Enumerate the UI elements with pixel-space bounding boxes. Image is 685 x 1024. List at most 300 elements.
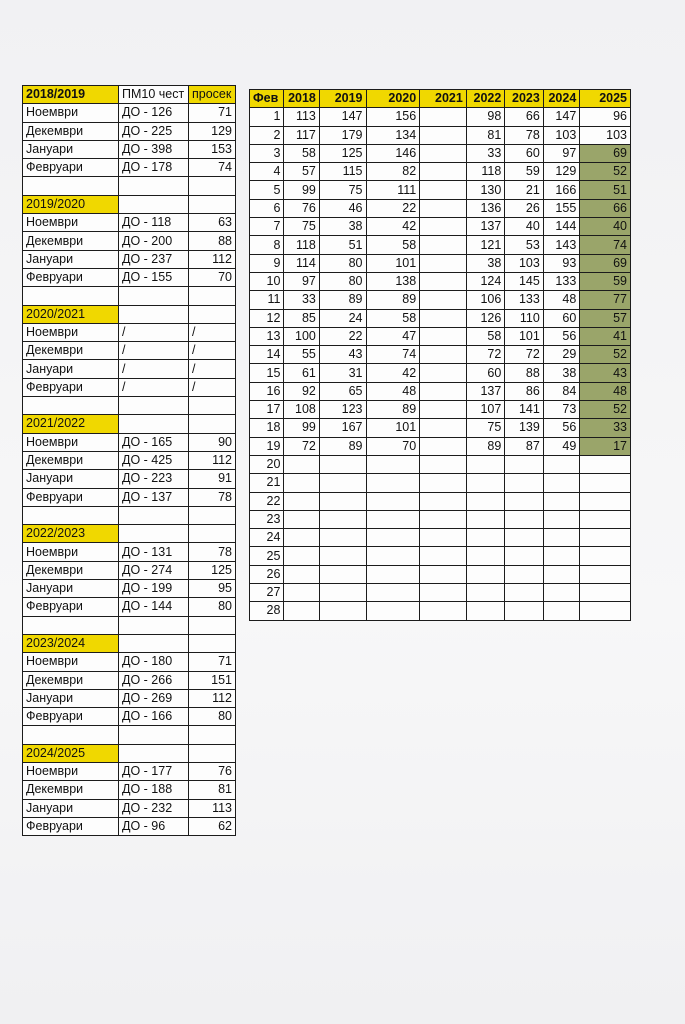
pm10-value: [543, 602, 579, 620]
pm10-value: [543, 510, 579, 528]
day-number: 12: [250, 309, 284, 327]
day-row: [250, 565, 631, 583]
month-row: [23, 470, 236, 488]
pm10-value: 111: [366, 181, 420, 199]
pm10-value: 99: [284, 419, 319, 437]
empty-cell: [119, 616, 189, 634]
pm10-value: [505, 492, 544, 510]
pm10-value: [420, 126, 467, 144]
season-header-row: [23, 634, 236, 652]
season-header-row: [23, 195, 236, 213]
empty-cell: [23, 726, 119, 744]
pm10-days: ДО - 178: [119, 159, 189, 177]
day-number: 6: [250, 199, 284, 217]
day-row: [250, 163, 631, 181]
day-row: [250, 108, 631, 126]
pm10-days: /: [119, 360, 189, 378]
pm10-days: ДО - 188: [119, 781, 189, 799]
month-row: [23, 122, 236, 140]
month-row: [23, 360, 236, 378]
pm10-value: 47: [366, 327, 420, 345]
monthly-average: /: [189, 323, 236, 341]
pm10-value: [284, 510, 319, 528]
season-label: 2018/2019: [23, 86, 119, 104]
pm10-value: 58: [466, 327, 505, 345]
spacer-row: [23, 506, 236, 524]
empty-cell: [189, 305, 236, 323]
day-number: 2: [250, 126, 284, 144]
pm10-value: 80: [319, 272, 366, 290]
year-header: 2023: [505, 90, 544, 108]
pm10-value: 89: [466, 437, 505, 455]
pm10-value: [420, 364, 467, 382]
pm10-value: 17: [580, 437, 631, 455]
spacer-row: [23, 726, 236, 744]
empty-cell: [23, 397, 119, 415]
pm10-days: ДО - 199: [119, 580, 189, 598]
pm10-days: ДО - 269: [119, 689, 189, 707]
pm10-value: 89: [366, 401, 420, 419]
pm10-value: 69: [580, 144, 631, 162]
pm10-value: 156: [366, 108, 420, 126]
pm10-value: [466, 565, 505, 583]
pm10-value: 108: [284, 401, 319, 419]
pm10-value: [580, 492, 631, 510]
pm10-value: [319, 529, 366, 547]
pm10-value: 136: [466, 199, 505, 217]
pm10-value: 89: [366, 291, 420, 309]
pm10-value: 103: [505, 254, 544, 272]
pm10-value: [505, 529, 544, 547]
month-row: [23, 653, 236, 671]
pm10-value: 118: [284, 236, 319, 254]
pm10-value: [420, 382, 467, 400]
day-number: 8: [250, 236, 284, 254]
day-row: [250, 419, 631, 437]
month-row: [23, 268, 236, 286]
pm10-value: [284, 602, 319, 620]
monthly-average: 78: [189, 488, 236, 506]
pm10-value: [284, 547, 319, 565]
day-row: [250, 309, 631, 327]
day-row: [250, 272, 631, 290]
pm10-value: 103: [580, 126, 631, 144]
monthly-average: 113: [189, 799, 236, 817]
pm10-value: 58: [284, 144, 319, 162]
pm10-value: [319, 510, 366, 528]
day-number: 27: [250, 584, 284, 602]
pm10-value: 80: [319, 254, 366, 272]
pm10-days: ДО - 223: [119, 470, 189, 488]
pm10-value: 115: [319, 163, 366, 181]
month-name: Ноември: [23, 323, 119, 341]
pm10-value: [366, 565, 420, 583]
month-name: Февруари: [23, 488, 119, 506]
pm10-value: [580, 474, 631, 492]
day-number: 28: [250, 602, 284, 620]
day-row: [250, 199, 631, 217]
month-name: Јануари: [23, 580, 119, 598]
pm10-value: 86: [505, 382, 544, 400]
pm10-value: 77: [580, 291, 631, 309]
month-row: [23, 762, 236, 780]
pm10-value: [505, 547, 544, 565]
pm10-value: 88: [505, 364, 544, 382]
seasonal-summary-body: [23, 86, 236, 836]
day-row: [250, 547, 631, 565]
pm10-value: [284, 455, 319, 473]
month-name: Февруари: [23, 598, 119, 616]
pm10-value: [420, 474, 467, 492]
month-row: [23, 140, 236, 158]
month-name: Ноември: [23, 104, 119, 122]
pm10-value: [466, 602, 505, 620]
pm10-value: 87: [505, 437, 544, 455]
month-row: [23, 323, 236, 341]
month-row: [23, 214, 236, 232]
day-row: [250, 236, 631, 254]
month-name: Декември: [23, 561, 119, 579]
month-name: Декември: [23, 232, 119, 250]
empty-cell: [119, 506, 189, 524]
day-number: 15: [250, 364, 284, 382]
pm10-value: [366, 510, 420, 528]
pm10-value: 60: [466, 364, 505, 382]
monthly-average: 62: [189, 817, 236, 835]
empty-cell: [23, 506, 119, 524]
pm10-value: 61: [284, 364, 319, 382]
pm10-value: [420, 272, 467, 290]
monthly-average: 112: [189, 689, 236, 707]
empty-cell: [189, 397, 236, 415]
month-row: [23, 488, 236, 506]
month-name: Февруари: [23, 378, 119, 396]
pm10-value: 48: [543, 291, 579, 309]
pm10-value: 133: [543, 272, 579, 290]
pm10-value: 89: [319, 291, 366, 309]
pm10-value: 72: [466, 346, 505, 364]
empty-cell: [119, 525, 189, 543]
pm10-value: 117: [284, 126, 319, 144]
month-name: Ноември: [23, 433, 119, 451]
day-number: 23: [250, 510, 284, 528]
empty-cell: [23, 177, 119, 195]
pm10-value: 101: [366, 254, 420, 272]
pm10-days: ДО - 126: [119, 104, 189, 122]
pm10-value: 55: [284, 346, 319, 364]
month-name: Февруари: [23, 159, 119, 177]
pm10-value: [420, 529, 467, 547]
pm10-value: [543, 529, 579, 547]
pm10-value: [466, 584, 505, 602]
pm10-value: 107: [466, 401, 505, 419]
month-row: [23, 799, 236, 817]
pm10-value: 56: [543, 419, 579, 437]
pm10-value: [466, 455, 505, 473]
pm10-value: [284, 565, 319, 583]
pm10-value: [580, 529, 631, 547]
pm10-value: 38: [466, 254, 505, 272]
pm10-value: [319, 492, 366, 510]
pm10-value: 101: [366, 419, 420, 437]
day-number: 21: [250, 474, 284, 492]
pm10-value: 33: [466, 144, 505, 162]
pm10-value: 146: [366, 144, 420, 162]
day-number: 9: [250, 254, 284, 272]
empty-cell: [119, 397, 189, 415]
pm10-value: 121: [466, 236, 505, 254]
pm10-value: [466, 547, 505, 565]
pm10-value: 51: [319, 236, 366, 254]
day-number: 17: [250, 401, 284, 419]
day-number: 7: [250, 218, 284, 236]
pm10-value: [505, 602, 544, 620]
day-row: [250, 492, 631, 510]
monthly-average: 129: [189, 122, 236, 140]
pm10-value: [366, 602, 420, 620]
year-header: 2025: [580, 90, 631, 108]
pm10-value: [543, 584, 579, 602]
pm10-value: 70: [366, 437, 420, 455]
month-row: [23, 232, 236, 250]
monthly-average: 112: [189, 451, 236, 469]
season-header-row: [23, 86, 236, 104]
pm10-value: [420, 419, 467, 437]
day-row: [250, 401, 631, 419]
pm10-days: /: [119, 342, 189, 360]
empty-cell: [119, 744, 189, 762]
pm10-days: ДО - 274: [119, 561, 189, 579]
pm10-value: 98: [466, 108, 505, 126]
pm10-days: ДО - 96: [119, 817, 189, 835]
season-header-row: [23, 415, 236, 433]
monthly-average: 151: [189, 671, 236, 689]
monthly-average: 91: [189, 470, 236, 488]
pm10-value: [366, 474, 420, 492]
pm10-value: [420, 108, 467, 126]
year-header: 2018: [284, 90, 319, 108]
pm10-value: [505, 584, 544, 602]
pm10-value: [284, 584, 319, 602]
day-number: 18: [250, 419, 284, 437]
pm10-value: 76: [284, 199, 319, 217]
pm10-value: [420, 181, 467, 199]
pm10-value: 38: [543, 364, 579, 382]
pm10-days: ДО - 155: [119, 268, 189, 286]
spacer-row: [23, 177, 236, 195]
spacer-row: [23, 616, 236, 634]
pm10-value: [420, 492, 467, 510]
season-label: 2021/2022: [23, 415, 119, 433]
day-row: [250, 126, 631, 144]
day-row: [250, 181, 631, 199]
day-number: 16: [250, 382, 284, 400]
day-number: 5: [250, 181, 284, 199]
pm10-value: [319, 455, 366, 473]
pm10-value: 145: [505, 272, 544, 290]
day-row: [250, 382, 631, 400]
month-row: [23, 433, 236, 451]
pm10-value: 93: [543, 254, 579, 272]
pm10-value: 42: [366, 364, 420, 382]
month-name: Февруари: [23, 268, 119, 286]
month-name: Ноември: [23, 653, 119, 671]
month-row: [23, 159, 236, 177]
pm10-value: 21: [505, 181, 544, 199]
season-header-row: [23, 305, 236, 323]
pm10-days: ДО - 144: [119, 598, 189, 616]
pm10-value: [420, 254, 467, 272]
month-row: [23, 689, 236, 707]
season-label: 2019/2020: [23, 195, 119, 213]
pm10-value: 65: [319, 382, 366, 400]
empty-cell: [189, 726, 236, 744]
pm10-value: [505, 455, 544, 473]
pm10-value: 43: [580, 364, 631, 382]
day-number: 10: [250, 272, 284, 290]
monthly-average: 125: [189, 561, 236, 579]
day-number: 14: [250, 346, 284, 364]
pm10-days: /: [119, 378, 189, 396]
pm10-value: [319, 547, 366, 565]
pm10-value: [420, 565, 467, 583]
pm10-value: [420, 144, 467, 162]
month-name: Декември: [23, 671, 119, 689]
spacer-row: [23, 397, 236, 415]
pm10-value: 24: [319, 309, 366, 327]
pm10-value: [466, 474, 505, 492]
year-header: 2021: [420, 90, 467, 108]
pm10-value: [420, 401, 467, 419]
pm10-value: [420, 437, 467, 455]
pm10-days: ДО - 398: [119, 140, 189, 158]
day-number: 22: [250, 492, 284, 510]
month-name: Февруари: [23, 708, 119, 726]
monthly-average: 81: [189, 781, 236, 799]
empty-cell: [23, 616, 119, 634]
month-row: [23, 342, 236, 360]
year-header: 2022: [466, 90, 505, 108]
pm10-value: 124: [466, 272, 505, 290]
day-number: 3: [250, 144, 284, 162]
pm10-value: 129: [543, 163, 579, 181]
pm10-value: [466, 529, 505, 547]
pm10-value: 66: [505, 108, 544, 126]
pm10-value: 100: [284, 327, 319, 345]
pm10-value: [420, 236, 467, 254]
pm10-value: [420, 510, 467, 528]
empty-cell: [119, 634, 189, 652]
pm10-value: [420, 163, 467, 181]
pm10-value: 133: [505, 291, 544, 309]
pm10-value: [420, 199, 467, 217]
pm10-days: ДО - 165: [119, 433, 189, 451]
pm10-value: 66: [580, 199, 631, 217]
pm10-value: 92: [284, 382, 319, 400]
month-row: [23, 598, 236, 616]
pm10-value: 52: [580, 401, 631, 419]
pm10-value: [505, 565, 544, 583]
day-row: [250, 144, 631, 162]
pm10-value: 40: [580, 218, 631, 236]
season-header-row: [23, 525, 236, 543]
pm10-value: [420, 602, 467, 620]
pm10-days: ДО - 177: [119, 762, 189, 780]
empty-cell: [189, 287, 236, 305]
monthly-average: 74: [189, 159, 236, 177]
year-header-row: [250, 90, 631, 108]
monthly-average: 112: [189, 250, 236, 268]
pm10-value: 51: [580, 181, 631, 199]
pm10-value: [505, 474, 544, 492]
pm10-days: ДО - 225: [119, 122, 189, 140]
empty-cell: [119, 415, 189, 433]
pm10-value: [543, 492, 579, 510]
pm10-value: 43: [319, 346, 366, 364]
pm10-value: [580, 584, 631, 602]
pm10-value: [319, 474, 366, 492]
pm10-value: 31: [319, 364, 366, 382]
monthly-average: 153: [189, 140, 236, 158]
day-row: [250, 254, 631, 272]
pm10-value: [580, 510, 631, 528]
month-row: [23, 543, 236, 561]
empty-cell: [189, 415, 236, 433]
pm10-value: 52: [580, 346, 631, 364]
month-row: [23, 451, 236, 469]
pm10-value: 101: [505, 327, 544, 345]
pm10-value: 125: [319, 144, 366, 162]
empty-cell: [119, 287, 189, 305]
pm10-value: [420, 346, 467, 364]
empty-cell: [119, 195, 189, 213]
monthly-average: 71: [189, 653, 236, 671]
pm10-value: 144: [543, 218, 579, 236]
month-name: Ноември: [23, 214, 119, 232]
pm10-days: ДО - 237: [119, 250, 189, 268]
pm10-value: 53: [505, 236, 544, 254]
pm10-value: [466, 510, 505, 528]
spacer-row: [23, 287, 236, 305]
day-row: [250, 218, 631, 236]
month-name: Декември: [23, 781, 119, 799]
monthly-average: /: [189, 342, 236, 360]
empty-cell: [119, 305, 189, 323]
pm10-value: 58: [366, 309, 420, 327]
pm10-value: 73: [543, 401, 579, 419]
month-name: Јануари: [23, 140, 119, 158]
pm10-value: 74: [580, 236, 631, 254]
pm10-value: [543, 474, 579, 492]
month-name: Јануари: [23, 250, 119, 268]
pm10-value: 46: [319, 199, 366, 217]
monthly-average: 70: [189, 268, 236, 286]
pm10-value: 84: [543, 382, 579, 400]
pm10-value: 22: [366, 199, 420, 217]
pm10-value: [284, 492, 319, 510]
pm10-value: 48: [366, 382, 420, 400]
season-label: 2024/2025: [23, 744, 119, 762]
pm10-value: 69: [580, 254, 631, 272]
empty-cell: [189, 744, 236, 762]
monthly-average: 80: [189, 708, 236, 726]
pm10-value: [420, 218, 467, 236]
pm10-value: 38: [319, 218, 366, 236]
day-number: 20: [250, 455, 284, 473]
year-header: 2020: [366, 90, 420, 108]
pm10-value: 137: [466, 382, 505, 400]
pm10-value: 75: [284, 218, 319, 236]
